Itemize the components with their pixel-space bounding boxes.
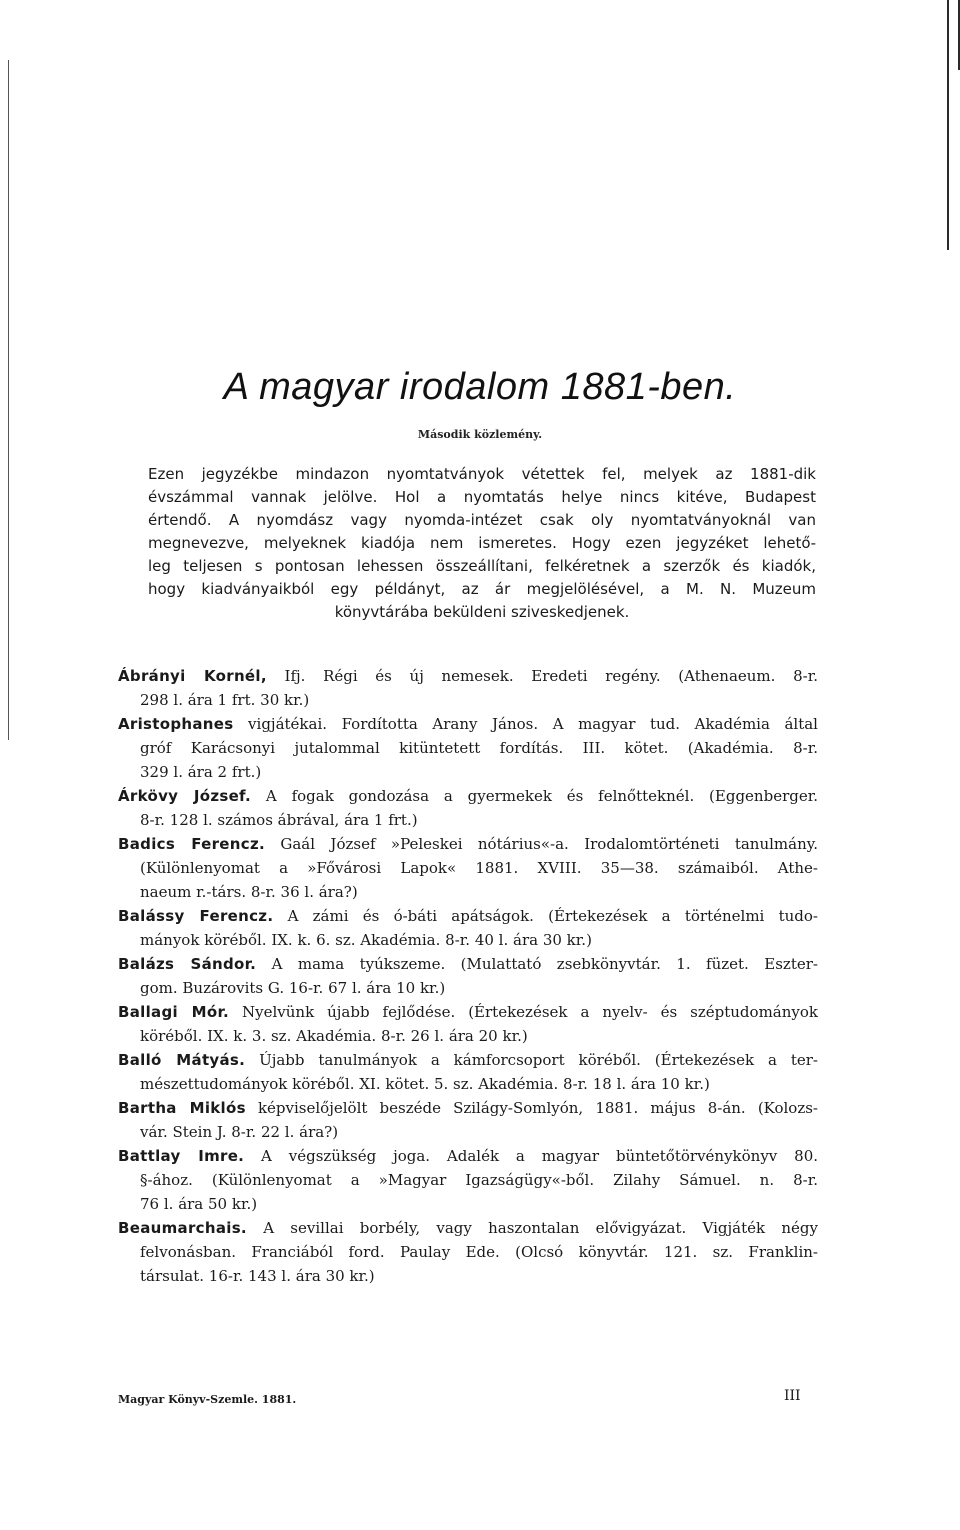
scan-edge-line: [947, 0, 949, 250]
entry-author: Bartha Miklós: [118, 1099, 246, 1117]
entry-author: Beaumarchais.: [118, 1219, 247, 1237]
entry-text: Ifj. Régi és új nemesek. Eredeti regény. (Athenaeum. 8-r.: [284, 667, 818, 685]
entry-author: Ballagi Mór.: [118, 1003, 230, 1021]
bibliography-entry: [118, 952, 818, 1000]
entry-author: Balló Mátyás.: [118, 1051, 246, 1069]
entry-text: A végszükség joga. Adalék a magyar büntetőtörvénykönyv 80.: [261, 1147, 819, 1165]
page-subtitle: Második közlemény.: [417, 428, 543, 441]
entry-text: mányok köréből. IX. k. 6. sz. Akadémia. 8-r. 40 l. ára 30 kr.): [140, 931, 592, 949]
entry-text: köréből. IX. k. 3. sz. Akadémia. 8-r. 26 l. ára 20 kr.): [140, 1027, 528, 1045]
intro-line: könyvtárába beküldeni sziveskedjenek.: [334, 603, 630, 621]
bibliography-entry: [118, 1000, 818, 1048]
intro-line: leg teljesen s pontosan lehessen összeállítani, felkéretnek a szerzők és kiadók,: [148, 557, 816, 575]
intro-paragraph: [148, 463, 816, 624]
entry-text: Újabb tanulmányok a kámforcsoport köréből. (Értekezések a ter-: [259, 1051, 818, 1069]
intro-line: évszámmal vannak jelölve. Hol a nyomtatás helye nincs kitéve, Budapest: [148, 488, 816, 506]
entry-text: felvonásban. Franciából ford. Paulay Ede. (Olcsó könyvtár. 121. sz. Franklin-: [140, 1243, 818, 1261]
bibliography-entry: [118, 664, 818, 712]
intro-line: értendő. A nyomdász vagy nyomda-intézet csak oly nyomtatványoknál van: [148, 511, 816, 529]
intro-line: megnevezve, melyeknek kiadója nem ismeretes. Hogy ezen jegyzéket lehető-: [148, 534, 816, 552]
bibliography-entry: [118, 712, 818, 784]
entry-text: A fogak gondozása a gyermekek és felnőtteknél. (Eggenberger.: [265, 787, 819, 805]
bibliography-entry: [118, 832, 818, 904]
entry-author: Balássy Ferencz.: [118, 907, 274, 925]
bibliography-entry: [118, 1096, 818, 1144]
bibliography-entry: [118, 1216, 818, 1288]
entry-text: 298 l. ára 1 frt. 30 kr.): [140, 691, 310, 709]
entry-text: Gaál József »Peleskei nótárius«-a. Irodalomtörténeti tanulmány.: [280, 835, 818, 853]
bibliography-entry: [118, 784, 818, 832]
entry-text: 8-r. 128 l. számos ábrával, ára 1 frt.): [140, 811, 418, 829]
entry-text: 329 l. ára 2 frt.): [140, 763, 262, 781]
entry-author: Árkövy József.: [118, 787, 252, 805]
entry-text: §-ához. (Különlenyomat a »Magyar Igazságügy«-ből. Zilahy Sámuel. n. 8-r.: [140, 1171, 818, 1189]
intro-line: Ezen jegyzékbe mindazon nyomtatványok vétettek fel, melyek az 1881-dik: [148, 465, 816, 483]
entry-text: gróf Karácsonyi jutalommal kitüntetett fordítás. III. kötet. (Akadémia. 8-r.: [140, 739, 818, 757]
entry-text: A zámi és ó-báti apátságok. (Értekezések a történelmi tudo-: [287, 907, 818, 925]
entry-author: Battlay Imre.: [118, 1147, 245, 1165]
bibliography-entry: [118, 904, 818, 952]
bibliography-entry: [118, 1144, 818, 1216]
entry-text: A mama tyúkszeme. (Mulattató zsebkönyvtár. 1. füzet. Eszter-: [271, 955, 818, 973]
entry-text: A sevillai borbély, vagy haszontalan elővigyázat. Vigjáték négy: [263, 1219, 818, 1237]
entry-text: vár. Stein J. 8-r. 22 l. ára?): [140, 1123, 339, 1141]
entry-author: Ábrányi Kornél,: [118, 667, 267, 685]
entry-text: gom. Buzárovits G. 16-r. 67 l. ára 10 kr.): [140, 979, 446, 997]
page-title: A magyar irodalom 1881-ben.: [223, 366, 737, 408]
entry-author: Aristophanes: [118, 715, 234, 733]
entry-author: Badics Ferencz.: [118, 835, 265, 853]
bibliography-list: [118, 664, 818, 1288]
entry-text: vigjátékai. Fordította Arany János. A magyar tud. Akadémia által: [248, 715, 818, 733]
entry-text: (Különlenyomat a »Fővárosi Lapok« 1881. XVIII. 35—38. számaiból. Athe-: [140, 859, 818, 877]
intro-line: hogy kiadványaikból egy példányt, az ár megjelölésével, a M. N. Muzeum: [148, 580, 816, 598]
bibliography-entry: [118, 1048, 818, 1096]
entry-text: társulat. 16-r. 143 l. ára 30 kr.): [140, 1267, 375, 1285]
entry-text: naeum r.-társ. 8-r. 36 l. ára?): [140, 883, 358, 901]
entry-author: Balázs Sándor.: [118, 955, 257, 973]
entry-text: Nyelvünk újabb fejlődése. (Értekezések a nyelv- és széptudományok: [242, 1003, 818, 1021]
journal-footer: Magyar Könyv-Szemle. 1881.: [118, 1393, 297, 1406]
entry-text: képviselőjelölt beszéde Szilágy-Somlyón, 1881. május 8-án. (Kolozs-: [257, 1099, 818, 1117]
entry-text: 76 l. ára 50 kr.): [140, 1195, 258, 1213]
entry-text: mészettudományok köréből. XI. kötet. 5. sz. Akadémia. 8-r. 18 l. ára 10 kr.): [140, 1075, 710, 1093]
signature-mark: III: [784, 1388, 801, 1404]
